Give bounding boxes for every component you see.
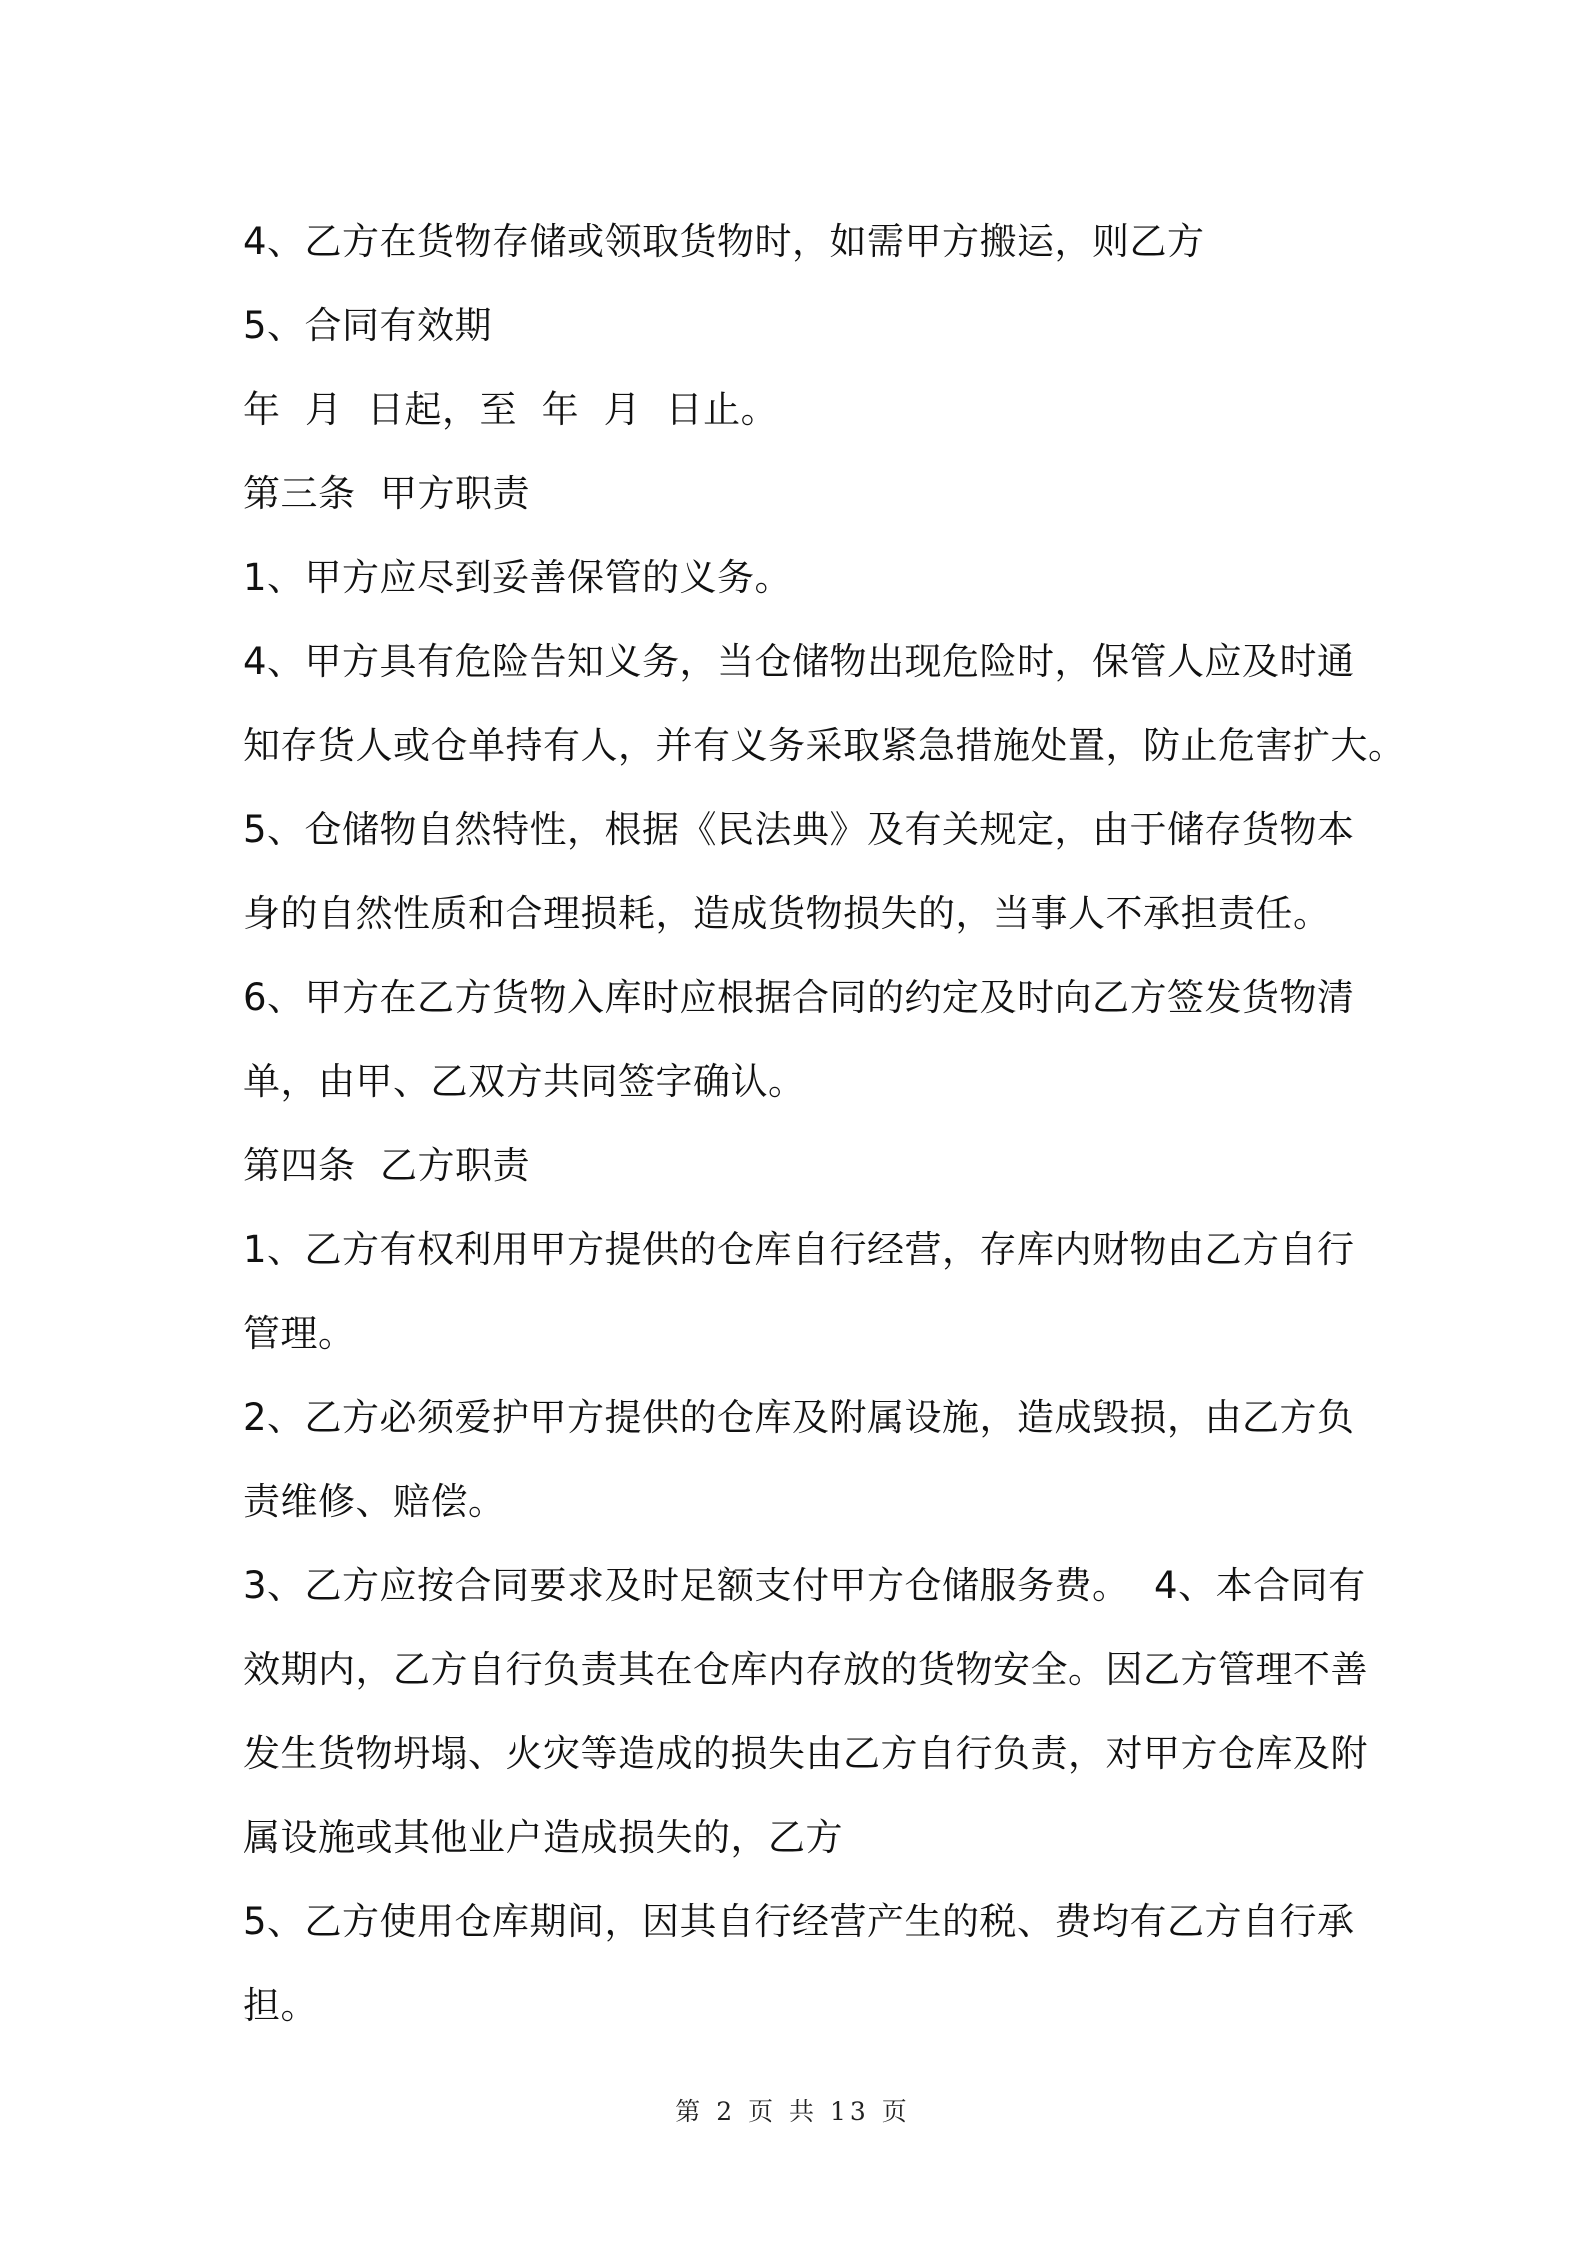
text-line: 5、合同有效期 xyxy=(243,304,493,347)
text-line: 4、甲方具有危险告知义务，当仓储物出现危险时，保管人应及时通 xyxy=(243,640,1355,683)
text-line: 管理。 xyxy=(243,1312,356,1355)
section-heading: 第三条 甲方职责 xyxy=(243,472,531,515)
text-line: 年 月 日起，至 年 月 日止。 xyxy=(243,388,779,431)
text-line: 发生货物坍塌、火灾等造成的损失由乙方自行负责，对甲方仓库及附 xyxy=(243,1732,1368,1775)
text-line: 1、甲方应尽到妥善保管的义务。 xyxy=(243,556,793,599)
text-line: 3、乙方应按合同要求及时足额支付甲方仓储服务费。 4、本合同有 xyxy=(243,1564,1366,1607)
text-line: 担。 xyxy=(243,1984,318,2027)
text-line: 1、乙方有权利用甲方提供的仓库自行经营，存库内财物由乙方自行 xyxy=(243,1228,1355,1271)
page-number: 第 2 页 共 13 页 xyxy=(675,2097,911,2126)
text-line: 5、乙方使用仓库期间，因其自行经营产生的税、费均有乙方自行承 xyxy=(243,1900,1355,1943)
text-line: 身的自然性质和合理损耗，造成货物损失的，当事人不承担责任。 xyxy=(243,892,1331,935)
section-heading: 第四条 乙方职责 xyxy=(243,1144,531,1187)
text-line: 效期内，乙方自行负责其在仓库内存放的货物安全。因乙方管理不善 xyxy=(243,1648,1368,1691)
text-line: 2、乙方必须爱护甲方提供的仓库及附属设施，造成毁损，由乙方负 xyxy=(243,1396,1355,1439)
text-line: 单，由甲、乙双方共同签字确认。 xyxy=(243,1060,806,1103)
text-line: 属设施或其他业户造成损失的，乙方 xyxy=(243,1816,843,1859)
document-body xyxy=(243,200,1406,2048)
text-line: 责维修、赔偿。 xyxy=(243,1480,506,1523)
text-line: 5、仓储物自然特性，根据《民法典》及有关规定，由于储存货物本 xyxy=(243,808,1355,851)
text-line: 知存货人或仓单持有人，并有义务采取紧急措施处置，防止危害扩大。 xyxy=(243,724,1406,767)
text-line: 4、乙方在货物存储或领取货物时，如需甲方搬运，则乙方 xyxy=(243,220,1205,263)
text-line: 6、甲方在乙方货物入库时应根据合同的约定及时向乙方签发货物清 xyxy=(243,976,1355,1019)
